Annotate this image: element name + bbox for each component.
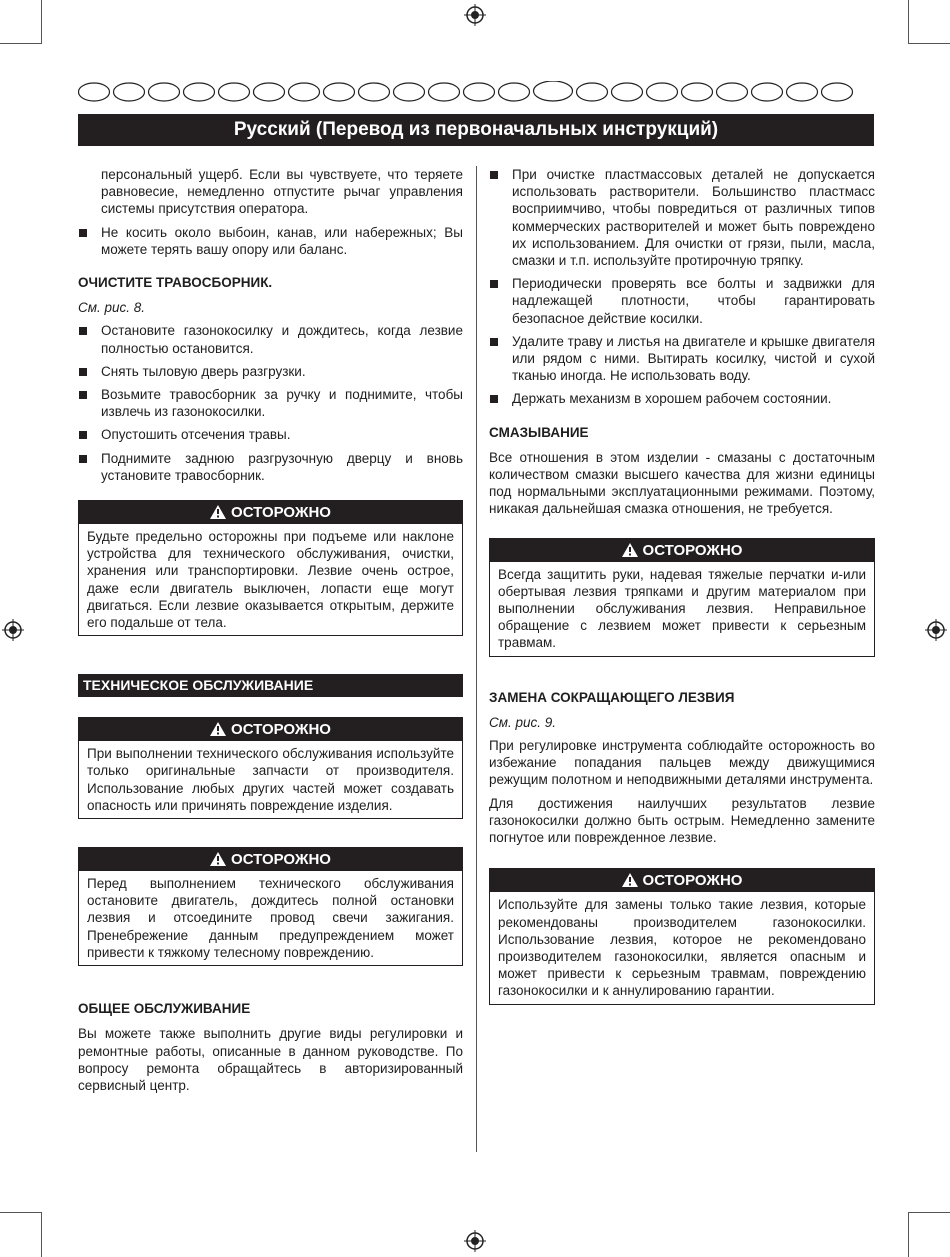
left-column [78,166,463,1100]
registration-mark-left-icon [2,619,24,641]
warning-text: Используйте для замены только такие лезвия, которые рекомендованы производителем газонокосилки. Использование лезвия, которое не рекомендовано производителем газонокосилки, является опасным и может привести к серьезным травмам, повреждению газонокосилки и к аннулированию гарантии. [498,897,866,999]
list-item: Периодически проверять все болты и задвижки для надлежащей плотности, чтобы гарантировать безопасное действие косилки. [489,275,875,327]
language-tabs-row [78,81,874,103]
language-oval [612,83,643,101]
language-oval [359,83,390,101]
list-item: Возьмите травосборник за ручку и поднимите, чтобы извлечь из газонокосилки. [78,386,463,420]
figure-reference: См. рис. 8. [78,300,146,316]
heading-clean-catcher: ОЧИСТИТЕ ТРАВОСБОРНИК. [78,275,273,291]
lubrication-text: Все отношения в этом изделии - смазаны с достаточным количеством смазки высшего качества для жизни единицы под нормальными эксплуатационными режимами. Поэтому, никакая дальнейшая смазка отношения, не требуется. [489,449,875,517]
list-item: При очистке пластмассовых деталей не допускается использовать растворители. Большинство пластмасс восприимчиво, чтобы повредиться от различных типов коммерческих растворителей и может быть повреждено их использованием. Для очистки от грязи, пыли, масла, смазки и т.п. используйте протирочную тряпку. [489,166,875,269]
intro-list [78,224,463,258]
bullet-square-icon [79,391,87,399]
bullet-square-icon [79,229,87,237]
language-oval [219,83,250,101]
warning-triangle-icon [210,505,226,519]
warning-box [78,500,463,636]
registration-mark-top-icon [464,4,486,26]
list-item: Держать механизм в хорошем рабочем состоянии. [489,390,875,407]
list-item: Не косить около выбоин, канав, или набережных; Вы можете терять вашу опору или баланс. [78,224,463,258]
warning-box [489,868,875,1004]
language-oval [289,83,320,101]
heading-lubrication: СМАЗЫВАНИЕ [489,424,589,440]
heading-blade-replacement: ЗАМЕНА СОКРАЩАЮЩЕГО ЛЕЗВИЯ [489,689,735,705]
page-title: Русский (Перевод из первоначальных инструкций) [78,114,874,146]
section-title-maintenance: ТЕХНИЧЕСКОЕ ОБСЛУЖИВАНИЕ [78,674,463,697]
bullet-square-icon [79,431,87,439]
language-oval [114,83,145,101]
warning-triangle-icon [622,543,638,557]
language-oval [534,81,573,101]
warning-header: ОСТОРОЖНО [490,869,874,892]
registration-mark-bottom-icon [464,1230,486,1252]
warning-header: ОСТОРОЖНО [490,539,874,562]
crop-mark-bottom-left [41,1212,42,1257]
warning-box [489,538,875,657]
list-item: Удалите траву и листья на двигателе и крышке двигателя или рядом с ними. Вытирать косилку, чистой и сухой тканью иногда. Не использовать воду. [489,333,875,385]
intro-continuation: персональный ущерб. Если вы чувствуете, что теряете равновесие, немедленно отпустите рычаг управления системы присутствия оператора. [101,167,463,217]
language-oval [79,83,110,101]
language-oval [184,83,215,101]
crop-mark-bottom-right-h [908,1212,950,1213]
crop-mark-bottom-left-h [0,1212,42,1213]
language-oval [647,83,678,101]
cleaning-tips-list [489,166,875,408]
warning-header: ОСТОРОЖНО [79,501,462,524]
warning-header: ОСТОРОЖНО [79,718,462,741]
warning-triangle-icon [210,722,226,736]
clean-steps-list [78,322,463,484]
warning-triangle-icon [210,852,226,866]
crop-mark-top-left [41,0,42,44]
language-oval [429,83,460,101]
bullet-square-icon [79,455,87,463]
list-item: Поднимите заднюю разгрузочную дверцу и вновь установите травосборник. [78,450,463,484]
warning-text: Будьте предельно осторожны при подъеме или наклоне устройства для технического обслуживания, очистки, хранения или транспортировки. Лезвие очень острое, даже если двигатель выключен, лопасти еще могут двигаться. Если лезвие оказывается открытым, держите его подальше от тела. [87,529,454,631]
general-maintenance-text: Вы можете также выполнить другие виды регулировки и ремонтные работы, описанные в данном руководстве. По вопросу ремонта обращайтесь в авторизированный сервисный центр. [78,1026,463,1093]
crop-mark-top-right-h [908,43,950,44]
warning-box [78,847,463,966]
bullet-square-icon [79,368,87,376]
language-oval [464,83,495,101]
crop-mark-bottom-right [908,1212,909,1257]
warning-header: ОСТОРОЖНО [79,848,462,871]
language-oval [324,83,355,101]
warning-box [78,717,463,819]
language-oval [717,83,748,101]
bullet-square-icon [490,280,498,288]
warning-text: Всегда защитить руки, надевая тяжелые перчатки и-или обертывая лезвия тряпками и другим материалом при выполнении обслуживания лезвия. Неправильное обращение с лезвием может привести к серьезным травмам. [498,566,866,651]
warning-text: Перед выполнением технического обслуживания остановите двигатель, дождитесь полной остановки лезвия и отсоедините провод свечи зажигания. Пренебрежение данным предупреждением может привести к тяжкому телесному повреждению. [87,876,454,960]
language-oval [149,83,180,101]
language-oval [394,83,425,101]
bullet-square-icon [79,327,87,335]
language-oval [577,83,608,101]
figure-reference: См. рис. 9. [489,714,557,730]
warning-triangle-icon [622,873,638,887]
language-oval [499,83,530,101]
crop-mark-top-right [908,0,909,44]
language-oval [787,83,818,101]
crop-mark-top-left-h [0,43,42,44]
language-oval [254,83,285,101]
right-column [489,166,875,1019]
column-divider [476,166,477,1152]
bullet-square-icon [490,338,498,346]
language-oval [822,83,853,101]
blade-text-2: Для достижения наилучших результатов лезвие газонокосилки должно быть острым. Немедленно замените погнутое или поврежденное лезвие. [489,795,875,846]
blade-text-1: При регулировке инструмента соблюдайте осторожность во избежание попадания пальцев между движущимися режущим полотном и неподвижными деталями инструмента. [489,738,875,788]
list-item: Остановите газонокосилку и дождитесь, когда лезвие полностью остановится. [78,322,463,356]
language-oval [682,83,713,101]
language-oval [752,83,783,101]
bullet-square-icon [490,395,498,403]
registration-mark-right-icon [925,619,947,641]
bullet-square-icon [490,171,498,179]
warning-text: При выполнении технического обслуживания используйте только оригинальные запчасти от производителя. Использование любых других частей может создавать опасность или причинять повреждение изделия. [87,746,454,813]
list-item: Опустошить отсечения травы. [78,426,463,443]
heading-general-maintenance: ОБЩЕЕ ОБСЛУЖИВАНИЕ [78,1001,251,1017]
list-item: Снять тыловую дверь разгрузки. [78,363,463,380]
